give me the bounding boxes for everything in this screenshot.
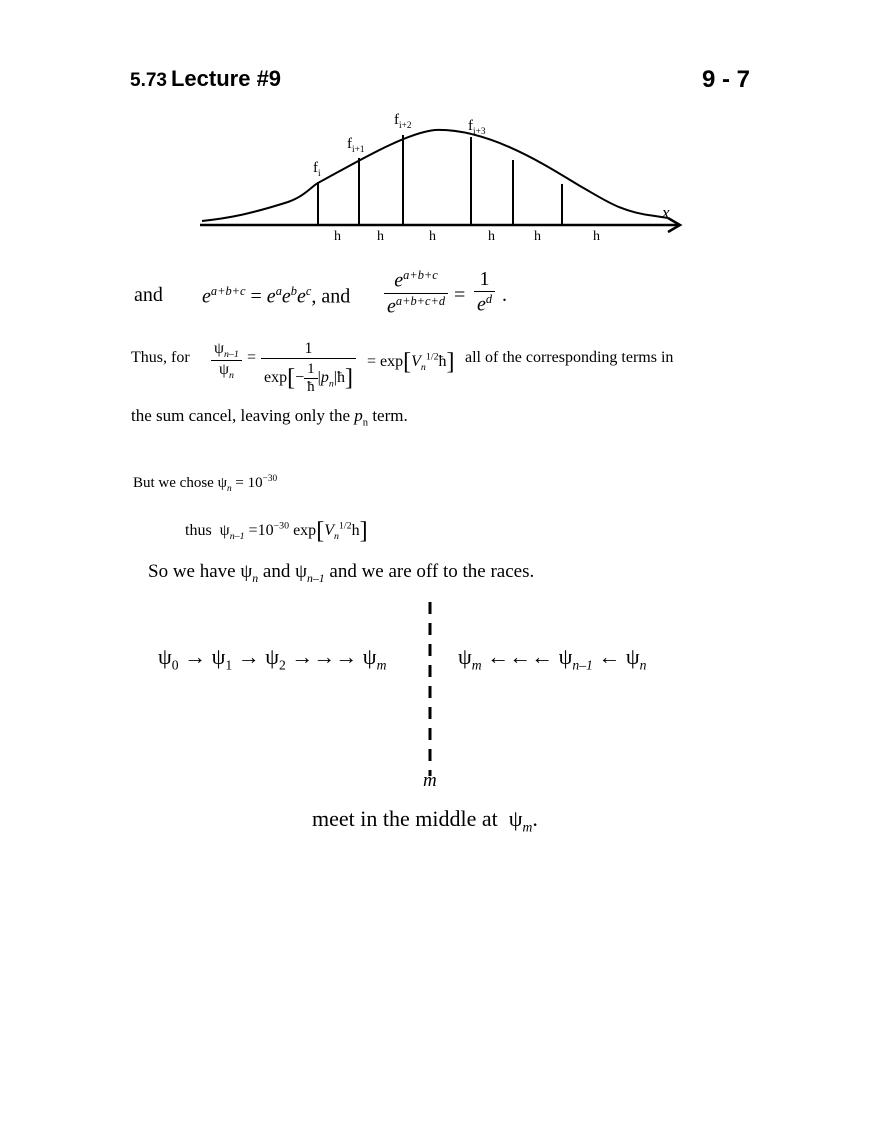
thus-for-line <box>131 340 751 405</box>
integration-figure <box>190 108 700 253</box>
h-label: h <box>593 229 600 244</box>
chose-line: But we chose $\psi_n = 10^{-30}$ <box>133 474 278 494</box>
equals-sign: = <box>247 349 257 366</box>
label-f-i: $f_i$ <box>313 160 321 179</box>
dashed-divider <box>424 600 436 778</box>
psi-ratio: $\frac{\psi_{n-1}}{\psi_n}$ <box>211 340 242 381</box>
h-label: h <box>488 229 495 244</box>
h-label: h <box>334 229 341 244</box>
label-f-i-plus-1: $f_{i+1}$ <box>347 136 365 155</box>
period: . <box>502 284 507 306</box>
sum-cancel-line: the sum cancel, leaving only the $p_n$ term. <box>131 406 408 429</box>
axis-label-x: x <box>662 203 670 222</box>
page-header <box>130 66 750 96</box>
label-f-i-plus-2: $f_{i+2}$ <box>394 112 412 131</box>
h-label: h <box>377 229 384 244</box>
lecture-title: Lecture #9 <box>170 66 282 91</box>
thus-for-lead: Thus, for <box>131 349 190 366</box>
exp-ratio-result: $\frac{1}{e^d}$ <box>474 268 495 317</box>
and-word: and <box>134 284 163 306</box>
thus-psi-line: thus $\psi_{n-1} =10^{-30}$ $\exp[V_n^{1/2}h]$ <box>185 518 368 544</box>
h-label: h <box>534 229 541 244</box>
forward-march: $\psi_0 \to \psi_1 \to \psi_2$ →→→ $\psi_m$ <box>158 644 387 673</box>
course-number: 5.73 <box>130 70 167 91</box>
backward-march: $\psi_m$ ←←← $\psi_{n-1}$ ← $\psi_n$ <box>458 644 647 673</box>
races-line: So we have $\psi_n$ and $\psi_{n-1}$ and we are off to the races. <box>148 561 535 585</box>
wavefunction-curve <box>202 130 668 221</box>
exp-v-expression: = $\exp[V_n^{1/2}ħ]$ <box>367 349 455 375</box>
exp-ratio-fraction: $\frac{e^{a+b+c}}{e^{a+b+c+d}}$ <box>384 268 448 318</box>
thus-tail-text: all of the corresponding terms in <box>465 349 674 366</box>
h-label: h <box>429 229 436 244</box>
exp-identity-line <box>134 268 774 328</box>
label-f-i-plus-3: $f_{i+3}$ <box>468 118 486 137</box>
page-number: 9 - 7 <box>701 66 750 93</box>
divider-label-m: m <box>423 770 437 791</box>
inverse-exp-fraction: 1 exp[− $\frac{1}{ħ}$ $|p_n|ħ$] <box>261 340 356 396</box>
meet-line: meet in the middle at $\psi_m$. <box>312 806 538 835</box>
exp-product-identity: $e^{a+b+c} = e^ae^be^c$, and <box>202 284 351 308</box>
equals-sign: = <box>454 284 466 306</box>
